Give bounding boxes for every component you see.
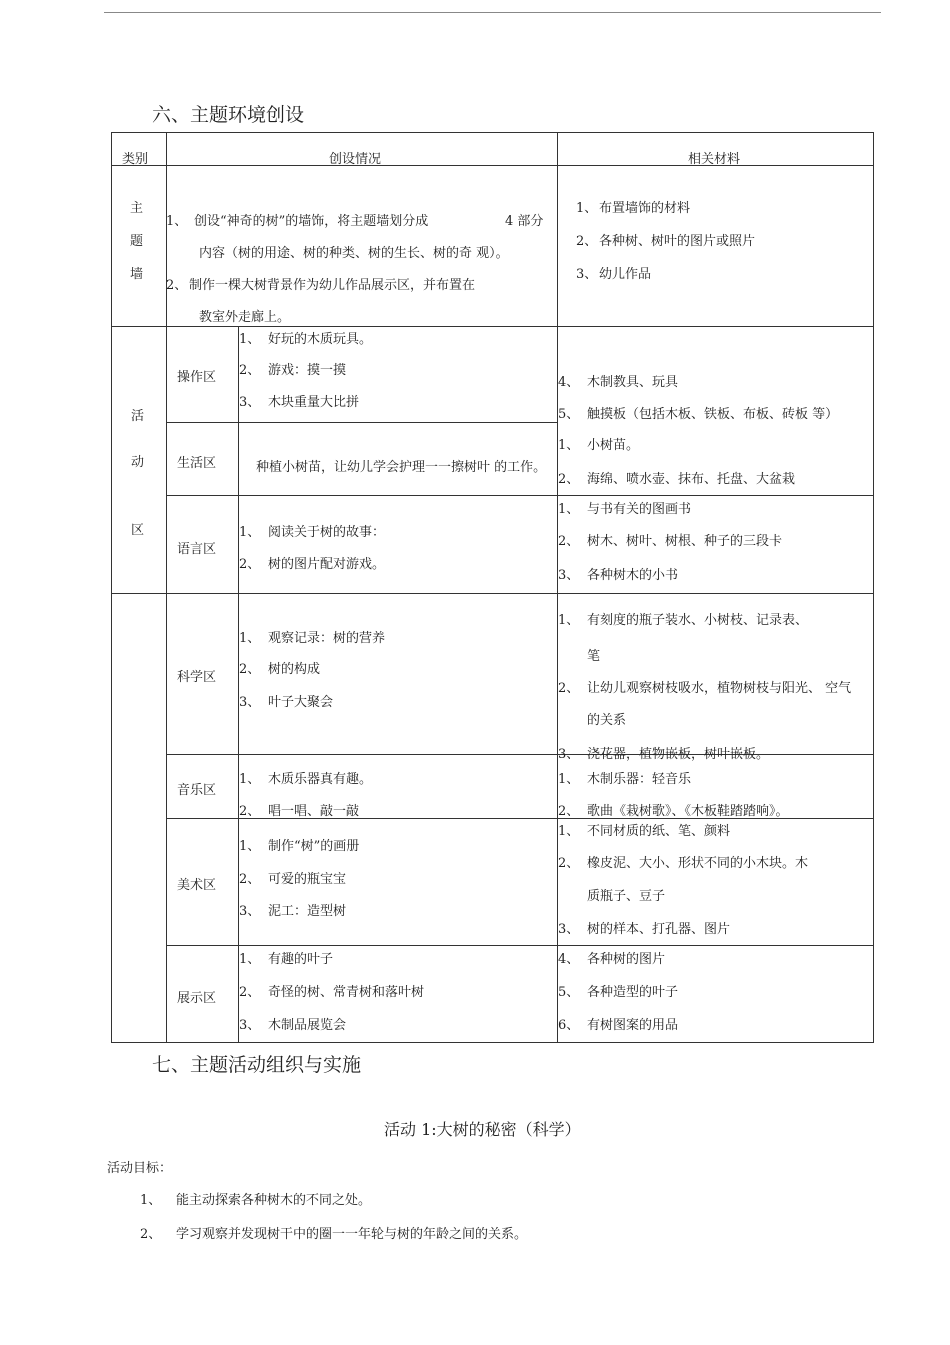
science-material-2-cont: 的关系: [587, 713, 627, 728]
theme-wall-situation-1-num: 1、: [166, 214, 188, 229]
theme-wall-material-3: 幼儿作品: [599, 267, 652, 282]
theme-wall-situation-1-extra: 4 部分: [505, 214, 544, 229]
display-situation-1: 有趣的叶子: [268, 952, 334, 967]
language-situation-2: 树的图片配对游戏。: [268, 557, 386, 572]
operation-material-2-num: 5、: [558, 407, 580, 422]
theme-wall-label-1: 主: [130, 201, 144, 216]
life-area-name: 生活区: [177, 456, 217, 471]
theme-wall-situation-3-num: 2、: [166, 278, 188, 293]
theme-wall-situation-4: 教室外走廊上。: [199, 310, 291, 325]
display-situation-1-num: 1、: [239, 952, 261, 967]
language-material-3: 各种树木的小书: [587, 568, 679, 583]
theme-wall-situation-1: 创设“神奇的树”的墙饰，将主题墙划分成: [194, 214, 429, 229]
life-material-2: 海绵、喷水壶、抹布、托盘、大盆栽: [587, 472, 796, 487]
science-situation-2-num: 2、: [239, 662, 261, 677]
header-materials: 相关材料: [688, 152, 741, 167]
science-situation-1: 观察记录：树的营养: [268, 631, 386, 646]
science-material-1: 有刻度的瓶子装水、小树枝、记录表、: [587, 613, 809, 628]
music-material-1: 木制乐器：轻音乐: [587, 772, 692, 787]
art-material-1: 不同材质的纸、笔、颜料: [587, 824, 731, 839]
language-situation-1: 阅读关于树的故事：: [268, 525, 386, 540]
science-area-name: 科学区: [177, 670, 217, 685]
theme-wall-material-1: 布置墙饰的材料: [599, 201, 691, 216]
music-material-2-num: 2、: [558, 804, 580, 819]
operation-situation-3: 木块重量大比拼: [268, 395, 360, 410]
operation-situation-3-num: 3、: [239, 395, 261, 410]
music-material-2: 歌曲《栽树歌》、《木板鞋踏踏响》。: [587, 804, 789, 819]
operation-material-2: 触摸板（包括木板、铁板、布板、砖板 等）: [587, 407, 839, 422]
display-situation-2: 奇怪的树、常青树和落叶树: [268, 985, 425, 1000]
display-material-2-num: 5、: [558, 985, 580, 1000]
science-situation-3-num: 3、: [239, 695, 261, 710]
art-situation-3: 泥工：造型树: [268, 904, 347, 919]
display-material-1-num: 4、: [558, 952, 580, 967]
section-6-title: 六、主题环境创设: [152, 104, 305, 126]
display-situation-3: 木制品展览会: [268, 1018, 347, 1033]
science-situation-2: 树的构成: [268, 662, 321, 677]
language-material-3-num: 3、: [558, 568, 580, 583]
science-situation-1-num: 1、: [239, 631, 261, 646]
display-situation-2-num: 2、: [239, 985, 261, 1000]
goal-2-num: 2、: [140, 1227, 162, 1242]
goals-label: 活动目标：: [107, 1161, 173, 1176]
operation-situation-2-num: 2、: [239, 363, 261, 378]
header-category: 类别: [122, 152, 149, 167]
life-material-1-num: 1、: [558, 438, 580, 453]
theme-wall-situation-2: 内容（树的用途、树的种类、树的生长、树的奇 观）。: [199, 246, 509, 261]
language-material-2-num: 2、: [558, 534, 580, 549]
theme-wall-label-3: 墙: [130, 267, 144, 282]
science-material-1-num: 1、: [558, 613, 580, 628]
music-material-1-num: 1、: [558, 772, 580, 787]
art-material-3: 树的样本、打孔器、图片: [587, 922, 731, 937]
language-area-name: 语言区: [177, 542, 217, 557]
activity-1-title: 活动 1:大树的秘密（科学）: [384, 1120, 581, 1139]
operation-material-1: 木制教具、玩具: [587, 375, 679, 390]
language-situation-1-num: 1、: [239, 525, 261, 540]
art-situation-1-num: 1、: [239, 839, 261, 854]
art-situation-2: 可爱的瓶宝宝: [268, 872, 347, 887]
music-situation-2: 唱一唱、敲一敲: [268, 804, 360, 819]
operation-material-1-num: 4、: [558, 375, 580, 390]
operation-situation-1-num: 1、: [239, 332, 261, 347]
music-situation-1-num: 1、: [239, 772, 261, 787]
language-material-1-num: 1、: [558, 502, 580, 517]
display-situation-3-num: 3、: [239, 1018, 261, 1033]
art-area-name: 美术区: [177, 878, 217, 893]
goal-1-num: 1、: [140, 1193, 162, 1208]
art-situation-3-num: 3、: [239, 904, 261, 919]
display-material-2: 各种造型的叶子: [587, 985, 679, 1000]
art-material-2: 橡皮泥、大小、形状不同的小木块。木: [587, 856, 809, 871]
operation-situation-2: 游戏：摸一摸: [268, 363, 347, 378]
activity-area-label-1: 活: [131, 409, 145, 424]
art-material-2-num: 2、: [558, 856, 580, 871]
life-situation: 种植小树苗，让幼儿学会护理一一擦树叶 的工作。: [256, 460, 547, 475]
art-material-2-cont: 质瓶子、豆子: [587, 889, 666, 904]
theme-wall-material-3-num: 3、: [576, 267, 598, 282]
display-material-3: 有树图案的用品: [587, 1018, 679, 1033]
science-material-3-num: 3、: [558, 747, 580, 762]
theme-wall-situation-3: 制作一棵大树背景作为幼儿作品展示区，并布置在: [189, 278, 476, 293]
header-rule: [104, 12, 881, 13]
header-situation: 创设情况: [329, 152, 382, 167]
operation-situation-1: 好玩的木质玩具。: [268, 332, 373, 347]
goal-1: 能主动探索各种树木的不同之处。: [176, 1193, 372, 1208]
art-material-1-num: 1、: [558, 824, 580, 839]
theme-wall-material-2: 各种树、树叶的图片或照片: [599, 234, 756, 249]
art-material-3-num: 3、: [558, 922, 580, 937]
section-7-title: 七、主题活动组织与实施: [152, 1054, 362, 1076]
theme-wall-label-2: 题: [130, 234, 144, 249]
music-situation-1: 木质乐器真有趣。: [268, 772, 373, 787]
goal-2: 学习观察并发现树干中的圈一一年轮与树的年龄之间的关系。: [176, 1227, 528, 1242]
theme-wall-material-1-num: 1、: [576, 201, 598, 216]
display-material-1: 各种树的图片: [587, 952, 666, 967]
science-material-2: 让幼儿观察树枝吸水，植物树枝与阳光、 空气: [587, 681, 852, 696]
language-material-1: 与书有关的图画书: [587, 502, 692, 517]
display-material-3-num: 6、: [558, 1018, 580, 1033]
language-situation-2-num: 2、: [239, 557, 261, 572]
science-material-1-cont: 笔: [587, 649, 601, 664]
operation-area-name: 操作区: [177, 370, 217, 385]
science-material-3-clip: [556, 735, 874, 762]
activity-area-label-3: 区: [131, 523, 145, 538]
music-area-name: 音乐区: [177, 783, 217, 798]
science-material-2-num: 2、: [558, 681, 580, 696]
theme-wall-material-2-num: 2、: [576, 234, 598, 249]
science-material-3: 浇花器，植物嵌板，树叶嵌板。: [587, 747, 770, 762]
art-situation-2-num: 2、: [239, 872, 261, 887]
music-situation-2-num: 2、: [239, 804, 261, 819]
life-material-1: 小树苗。: [587, 438, 640, 453]
life-material-2-num: 2、: [558, 472, 580, 487]
activity-area-label-2: 动: [131, 455, 145, 470]
display-area-name: 展示区: [177, 991, 217, 1006]
art-situation-1: 制作“树”的画册: [268, 839, 360, 854]
language-material-2: 树木、树叶、树根、种子的三段卡: [587, 534, 783, 549]
science-situation-3: 叶子大聚会: [268, 695, 334, 710]
